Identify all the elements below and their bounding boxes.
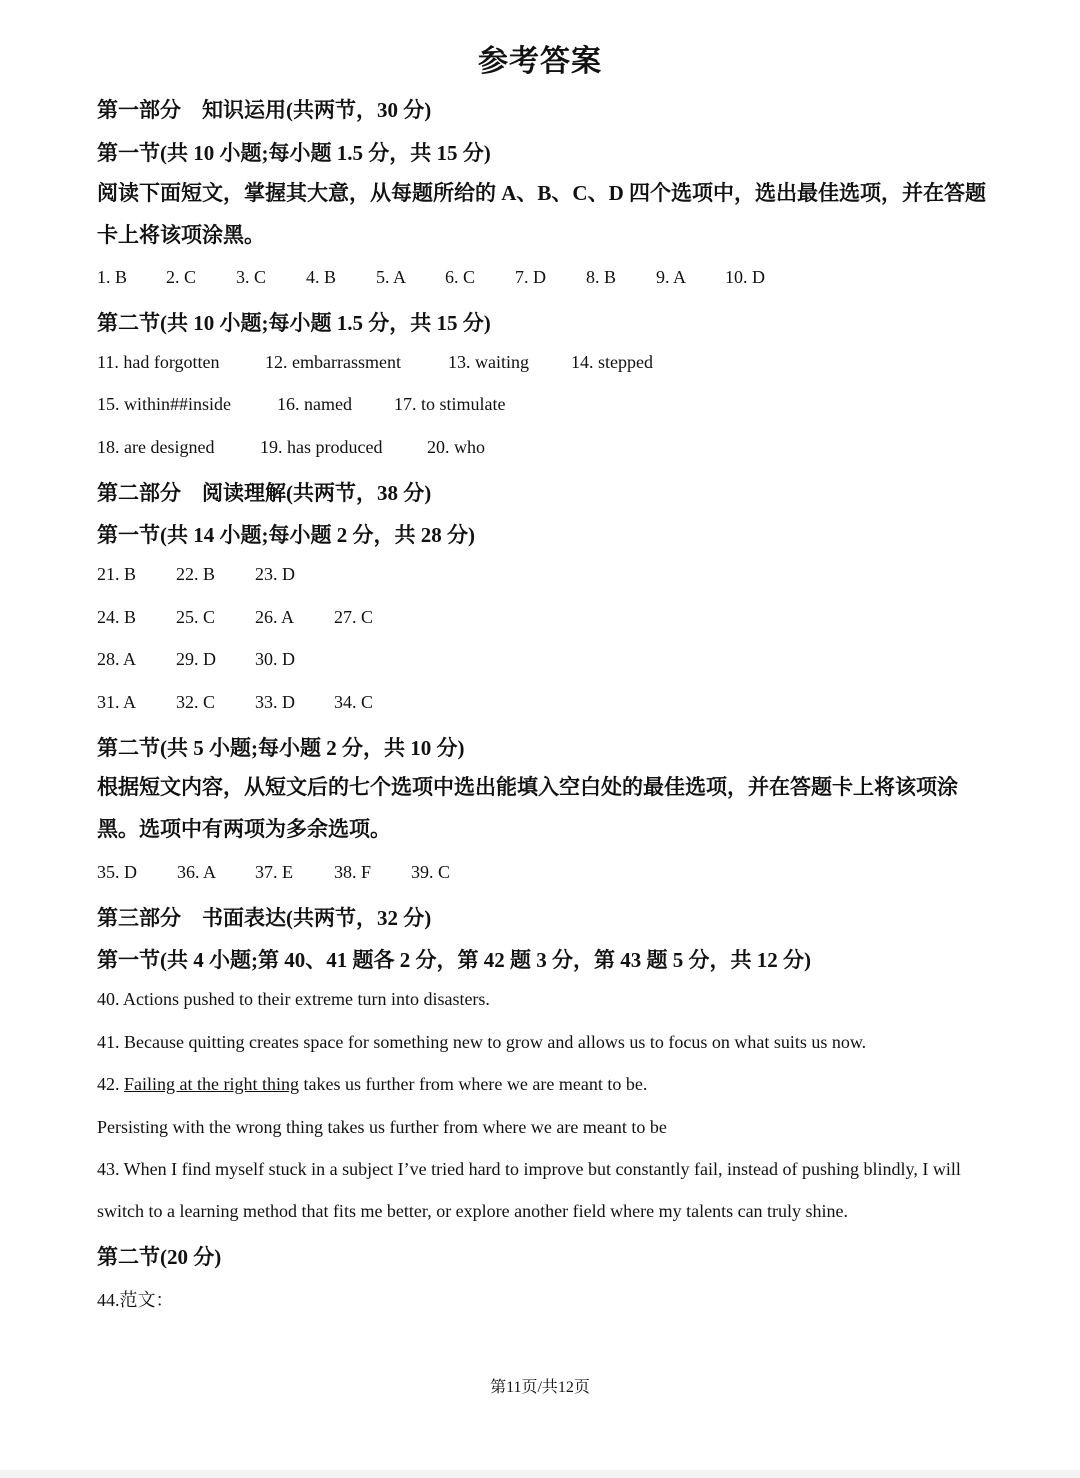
answer-42-underlined: Failing at the right thing <box>124 1074 299 1094</box>
bottom-divider <box>0 1470 1080 1478</box>
part3-heading: 第三部分 书面表达(共两节，32 分) <box>97 906 432 930</box>
answer-item: 15. within##inside <box>97 394 231 414</box>
answer-item: 26. A <box>255 607 295 627</box>
answer-41: 41. Because quitting creates space for something new to grow and allows us to focus on what suits us now. <box>97 1032 867 1052</box>
answer-item: 24. B <box>97 607 137 627</box>
answer-item: 19. has produced <box>260 437 383 457</box>
part2-sec1-heading: 第一节(共 14 小题;每小题 2 分，共 28 分) <box>97 523 475 547</box>
answer-item: 28. A <box>97 649 137 669</box>
answer-44: 44.范文： <box>97 1290 174 1310</box>
answer-item: 5. A <box>376 267 407 287</box>
answer-item: 4. B <box>306 267 337 287</box>
part2-sec2-heading: 第二节(共 5 小题;每小题 2 分，共 10 分) <box>97 736 465 760</box>
part1-sec2-row-3 <box>97 437 485 458</box>
answer-item: 11. had forgotten <box>97 352 220 372</box>
answer-item: 35. D <box>97 862 137 882</box>
answer-43: 43. When I find myself stuck in a subject I’ve tried hard to improve but constantly fail, instead of pushing blindly, I will switch to a learning method that fits me better, or explore another field where my talents can truly shine. <box>97 1159 961 1221</box>
part1-sec1-instruction: 阅读下面短文，掌握其大意，从每题所给的 A、B、C、D 四个选项中，选出最佳选项，并在答题卡上将该项涂黑。 <box>97 181 986 247</box>
answer-item: 22. B <box>176 564 216 584</box>
part1-sec2-heading: 第二节(共 10 小题;每小题 1.5 分，共 15 分) <box>97 311 491 335</box>
part1-sec2-row-1 <box>97 352 653 373</box>
part2-heading: 第二部分 阅读理解(共两节，38 分) <box>97 481 432 505</box>
answer-item: 32. C <box>176 692 216 712</box>
answer-item: 1. B <box>97 267 128 287</box>
answer-item: 25. C <box>176 607 216 627</box>
answer-item: 21. B <box>97 564 137 584</box>
answer-40: 40. Actions pushed to their extreme turn into disasters. <box>97 989 490 1009</box>
answer-item: 12. embarrassment <box>265 352 401 372</box>
answer-item: 31. A <box>97 692 137 712</box>
answer-item: 3. C <box>236 267 267 287</box>
answer-42-number: 42. <box>97 1074 124 1094</box>
answer-item: 6. C <box>445 267 476 287</box>
answer-item: 29. D <box>176 649 216 669</box>
part3-sec2-heading: 第二节(20 分) <box>97 1245 222 1269</box>
answer-item: 30. D <box>255 649 295 669</box>
part1-sec1-answers <box>97 267 765 288</box>
answer-item: 18. are designed <box>97 437 215 457</box>
answer-item: 16. named <box>277 394 352 414</box>
answer-item: 39. C <box>411 862 451 882</box>
answer-item: 10. D <box>725 267 765 287</box>
answer-item: 34. C <box>334 692 374 712</box>
answer-item: 8. B <box>586 267 617 287</box>
part1-sec1-heading: 第一节(共 10 小题;每小题 1.5 分，共 15 分) <box>97 141 491 165</box>
answer-item: 9. A <box>656 267 687 287</box>
part1-sec2-row-2 <box>97 394 506 415</box>
part1-heading: 第一部分 知识运用(共两节，30 分) <box>97 98 432 122</box>
part3-sec1-heading: 第一节(共 4 小题;第 40、41 题各 2 分，第 42 题 3 分，第 43 题 5 分，共 12 分) <box>97 948 811 972</box>
page-title: 参考答案 <box>478 45 602 78</box>
answer-42-alternative: Persisting with the wrong thing takes us further from where we are meant to be <box>97 1117 667 1137</box>
answer-42 <box>97 1074 647 1095</box>
part2-sec1-row-2 <box>97 607 373 628</box>
answer-item: 7. D <box>515 267 546 287</box>
part2-sec2-answers <box>97 862 450 883</box>
answer-item: 27. C <box>334 607 374 627</box>
answer-42-rest: takes us further from where we are meant to be. <box>298 1074 648 1094</box>
answer-item: 2. C <box>166 267 197 287</box>
answer-item: 20. who <box>427 437 485 457</box>
answer-item: 13. waiting <box>448 352 529 372</box>
part2-sec1-row-4 <box>97 692 373 713</box>
answer-item: 36. A <box>177 862 217 882</box>
page-number: 第11页/共12页 <box>490 1379 590 1396</box>
answer-item: 37. E <box>255 862 293 882</box>
part2-sec1-row-1 <box>97 564 295 585</box>
part2-sec2-instruction: 根据短文内容，从短文后的七个选项中选出能填入空白处的最佳选项，并在答题卡上将该项涂黑。选项中有两项为多余选项。 <box>97 775 958 841</box>
answer-item: 38. F <box>334 862 372 882</box>
answer-item: 14. stepped <box>571 352 653 372</box>
answer-item: 33. D <box>255 692 295 712</box>
part2-sec1-row-3 <box>97 649 295 670</box>
answer-item: 17. to stimulate <box>394 394 506 414</box>
answer-item: 23. D <box>255 564 295 584</box>
